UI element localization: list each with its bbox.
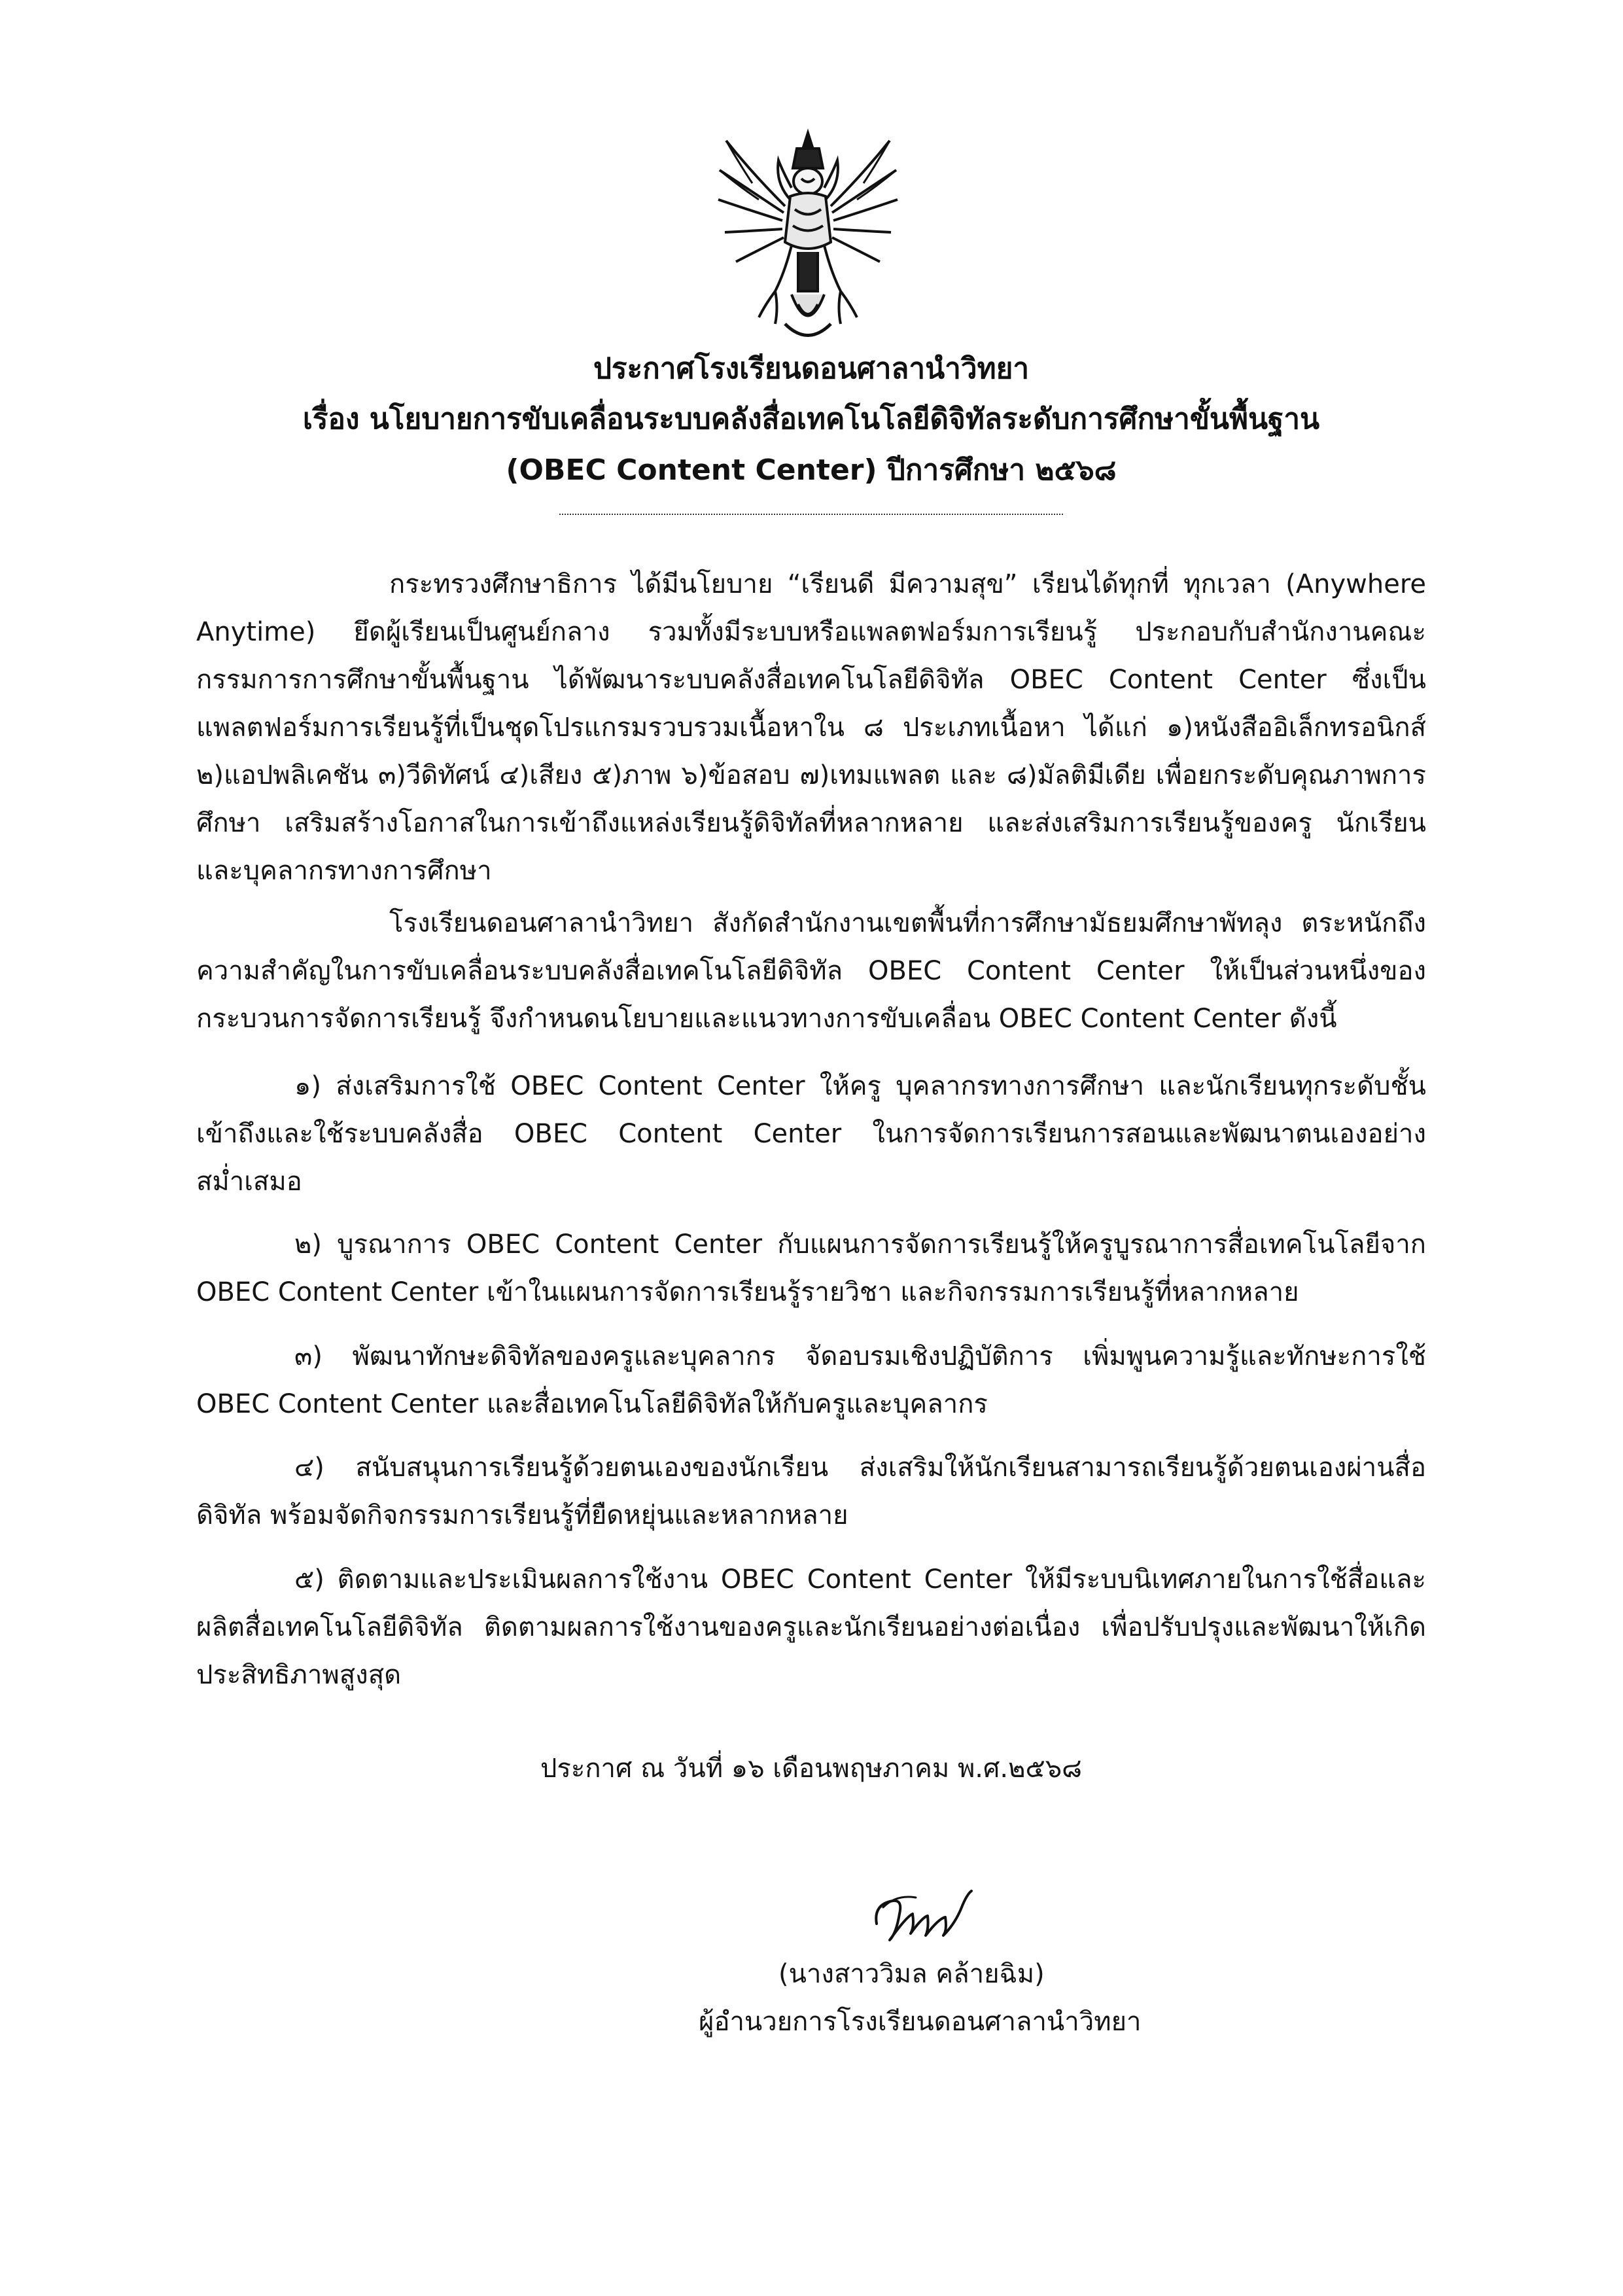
policy-item-1 (196, 1063, 1426, 1206)
handwritten-signature-icon (864, 1878, 981, 1950)
policy-item-4 (196, 1444, 1426, 1540)
policy-item-text: ๕) ติดตามและประเมินผลการใช้งาน OBEC Content Center ให้มีระบบนิเทศภายในการใช้สื่อและผลิตสื่อเทคโนโลยีดิจิทัล ติดตามผลการใช้งานของครูและนักเรียนอย่างต่อเนื่อง เพื่อปรับปรุงและพัฒนาให้เกิดประสิทธิภาพสูงสุด (196, 1564, 1426, 1690)
paragraph-text: กระทรวงศึกษาธิการ ได้มีนโยบาย “เรียนดี มีความสุข” เรียนได้ทุกที่ ทุกเวลา (Anywhere Anytime) ยึดผู้เรียนเป็นศูนย์กลาง รวมทั้งมีระบบหรือแพลตฟอร์มการเรียนรู้ ประกอบกับสำนักงานคณะกรรมการการศึกษาขั้นพื้นฐาน ได้พัฒนาระบบคลังสื่อเทคโนโลยีดิจิทัล OBEC Content Center ซึ่งเป็นแพลตฟอร์มการเรียนรู้ที่เป็นชุดโปรแกรมรวบรวมเนื้อหาใน ๘ ประเภทเนื้อหา ได้แก่ ๑)หนังสืออิเล็กทรอนิกส์ ๒)แอปพลิเคชัน ๓)วีดิทัศน์ ๔)เสียง ๕)ภาพ ๖)ข้อสอบ ๗)เทมแพลต และ ๘)มัลติมีเดีย เพื่อยกระดับคุณภาพการศึกษา เสริมสร้างโอกาสในการเข้าถึงแหล่งเรียนรู้ดิจิทัลที่หลากหลาย และส่งเสริมการเรียนรู้ของครู นักเรียน และบุคลากรทางการศึกษา (196, 569, 1426, 886)
body-paragraph-2 (196, 900, 1426, 1043)
policy-item-text: ๓) พัฒนาทักษะดิจิทัลของครูและบุคลากร จัดอบรมเชิงปฏิบัติการ เพิ่มพูนความรู้และทักษะการใช้ OBEC Content Center และสื่อเทคโนโลยีดิจิทัลให้กับครูและบุคลากร (196, 1341, 1426, 1419)
signer-name: (นางสาววิมล คล้ายฉิม) (778, 1959, 1045, 1989)
policy-item-text: ๑) ส่งเสริมการใช้ OBEC Content Center ให้ครู บุคลากรทางการศึกษา และนักเรียนทุกระดับชั้น เข้าถึงและใช้ระบบคลังสื่อ OBEC Content Center ในการจัดการเรียนการสอนและพัฒนาตนเองอย่างสม่ำเสมอ (196, 1071, 1426, 1197)
signer-position: ผู้อำนวยการโรงเรียนดอนศาลานำวิทยา (699, 2007, 1142, 2037)
announcement-date: ประกาศ ณ วันที่ ๑๖ เดือนพฤษภาคม พ.ศ.๒๕๖๘ (540, 1754, 1083, 1784)
dotted-divider (559, 514, 1063, 515)
policy-item-5 (196, 1556, 1426, 1699)
policy-item-text: ๒) บูรณาการ OBEC Content Center กับแผนการจัดการเรียนรู้ให้ครูบูรณาการสื่อเทคโนโลยีจาก OBEC Content Center เข้าในแผนการจัดการเรียนรู้รายวิชา และกิจกรรมการเรียนรู้ที่หลากหลาย (196, 1229, 1426, 1307)
policy-item-3 (196, 1333, 1426, 1428)
policy-item-text: ๔) สนับสนุนการเรียนรู้ด้วยตนเองของนักเรียน ส่งเสริมให้นักเรียนสามารถเรียนรู้ด้วยตนเองผ่านสื่อดิจิทัล พร้อมจัดกิจกรรมการเรียนรู้ที่ยืดหยุ่นและหลากหลาย (196, 1453, 1426, 1530)
announcement-subject: เรื่อง นโยบายการขับเคลื่อนระบบคลังสื่อเทคโนโลยีดิจิทัลระดับการศึกษาขั้นพื้นฐาน (302, 402, 1320, 436)
announcement-subject-year: (OBEC Content Center) ปีการศึกษา ๒๕๖๘ (506, 453, 1117, 487)
body-paragraph-1 (196, 561, 1426, 895)
paragraph-text: โรงเรียนดอนศาลานำวิทยา สังกัดสำนักงานเขตพื้นที่การศึกษามัธยมศึกษาพัทลุง ตระหนักถึงความสำคัญในการขับเคลื่อนระบบคลังสื่อเทคโนโลยีดิจิทัล OBEC Content Center ให้เป็นส่วนหนึ่งของกระบวนการจัดการเรียนรู้ จึงกำหนดนโยบายและแนวทางการขับเคลื่อน OBEC Content Center ดังนี้ (196, 908, 1426, 1034)
announcement-heading: ประกาศโรงเรียนดอนศาลานำวิทยา (593, 352, 1030, 385)
garuda-emblem-icon (713, 128, 903, 350)
policy-item-2 (196, 1221, 1426, 1316)
